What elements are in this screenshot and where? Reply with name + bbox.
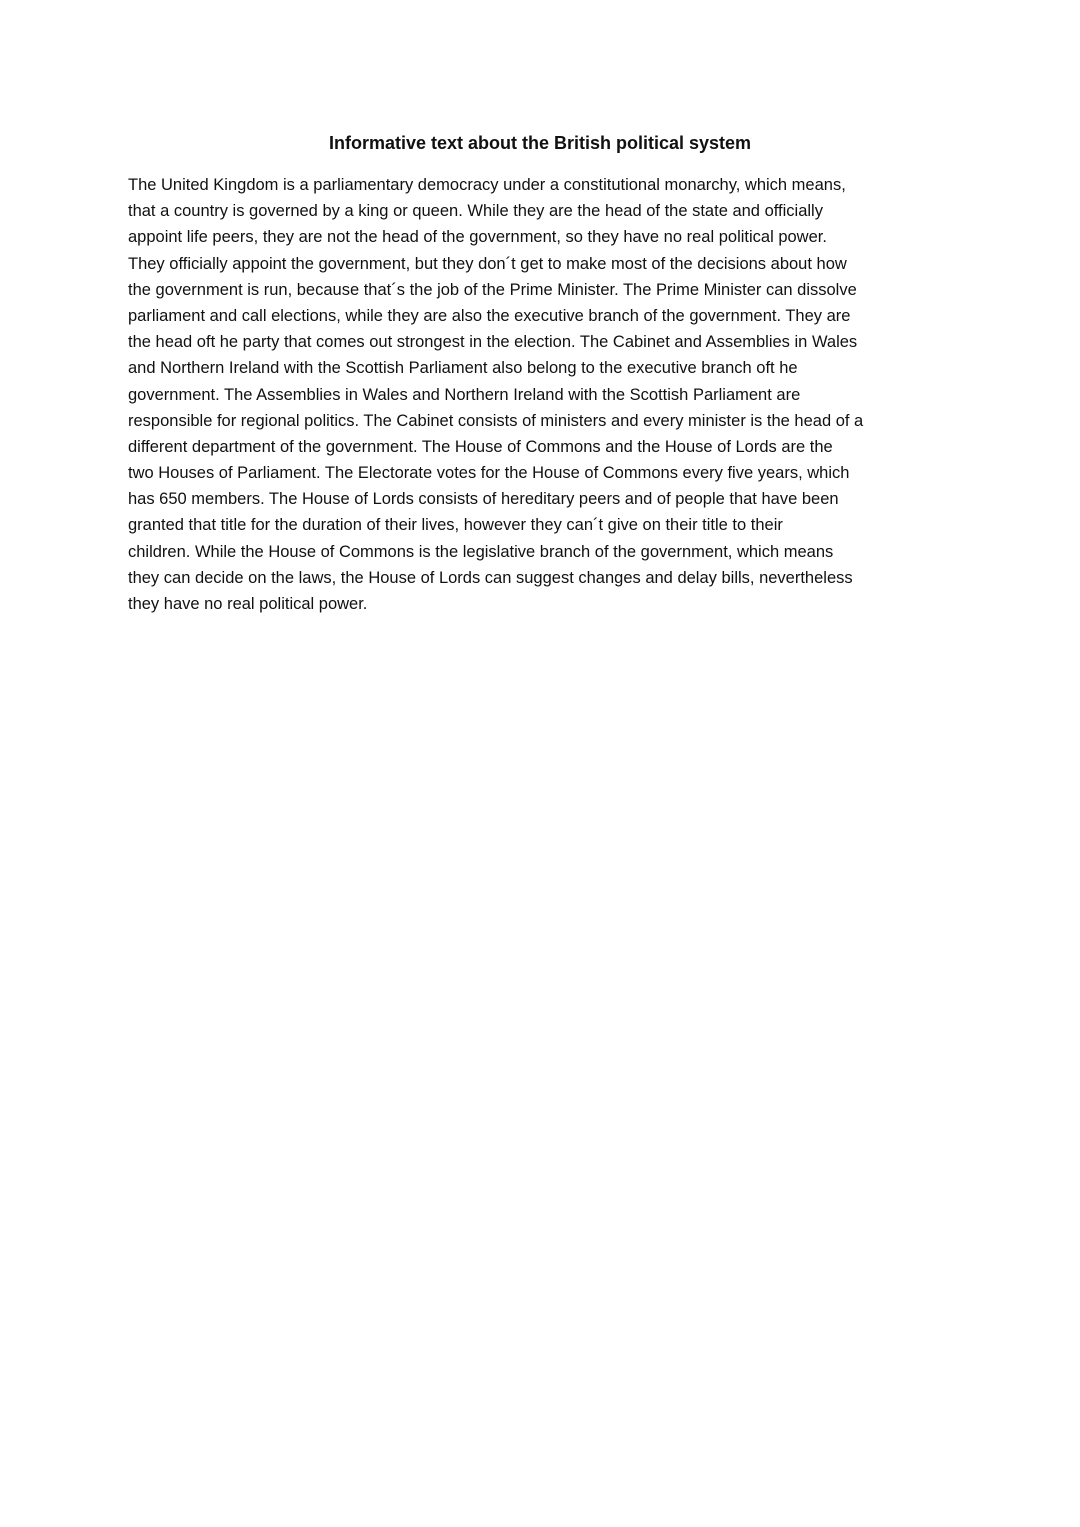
paragraph-line: the head oft he party that comes out strongest in the election. The Cabinet and Assemblies in Wales — [128, 333, 858, 352]
paragraph-line: they can decide on the laws, the House of Lords can suggest changes and delay bills, nevertheless — [128, 568, 853, 587]
body-paragraph — [128, 172, 968, 617]
paragraph-line: different department of the government. The House of Commons and the House of Lords are the — [128, 437, 833, 456]
paragraph-line: appoint life peers, they are not the head of the government, so they have no real political power. — [128, 228, 827, 247]
paragraph-line: parliament and call elections, while they are also the executive branch of the government. They are — [128, 306, 851, 325]
paragraph-line: children. While the House of Commons is the legislative branch of the government, which means — [128, 542, 834, 561]
paragraph-line: responsible for regional politics. The Cabinet consists of ministers and every minister is the head of a — [128, 411, 864, 430]
paragraph-line: and Northern Ireland with the Scottish Parliament also belong to the executive branch oft he — [128, 359, 798, 378]
paragraph-line: they have no real political power. — [128, 595, 368, 613]
paragraph-line: The United Kingdom is a parliamentary democracy under a constitutional monarchy, which means, — [128, 176, 846, 194]
paragraph-line: has 650 members. The House of Lords consists of hereditary peers and of people that have been — [128, 490, 839, 509]
paragraph-line: granted that title for the duration of their lives, however they can´t give on their title to their — [128, 516, 783, 535]
document-title: Informative text about the British political system — [328, 133, 752, 153]
paragraph-line: the government is run, because that´s the job of the Prime Minister. The Prime Minister can dissolve — [128, 280, 857, 299]
paragraph-line: They officially appoint the government, but they don´t get to make most of the decisions about how — [128, 254, 847, 273]
paragraph-line: government. The Assemblies in Wales and Northern Ireland with the Scottish Parliament are — [128, 385, 801, 404]
paragraph-line: two Houses of Parliament. The Electorate votes for the House of Commons every five years, which — [128, 464, 850, 483]
paragraph-line: that a country is governed by a king or queen. While they are the head of the state and officially — [128, 202, 823, 221]
